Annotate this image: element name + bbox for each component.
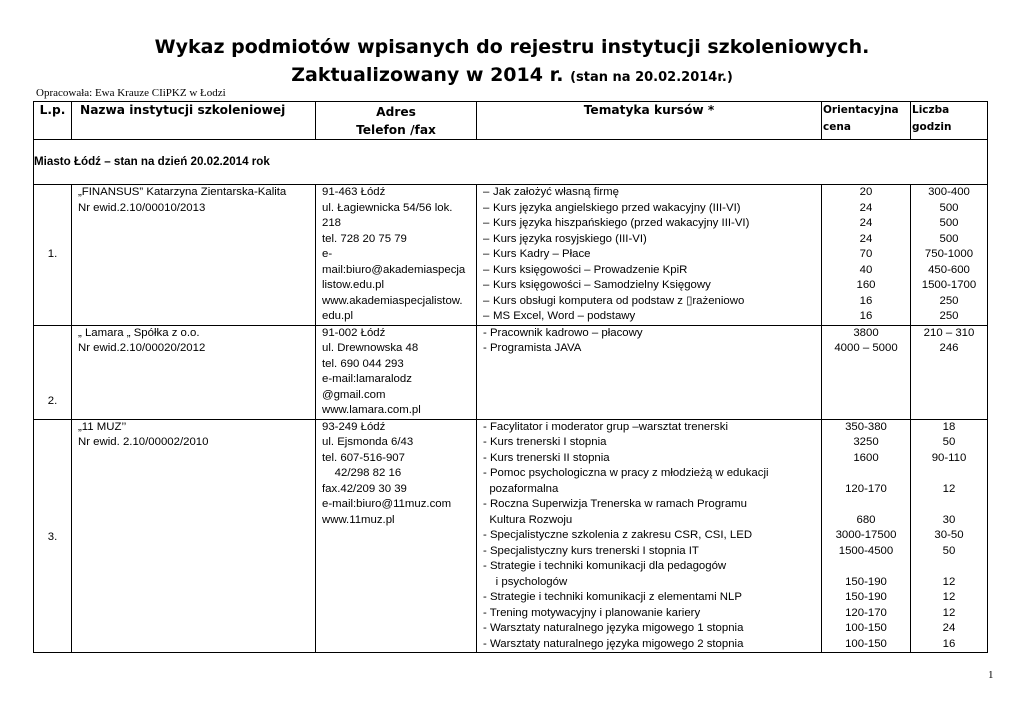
institution-name-line: „FINANSUS” Katarzyna Zientarska-Kalita xyxy=(78,186,287,198)
address-line: e- xyxy=(322,248,333,260)
price-value: 3250 xyxy=(853,436,879,448)
table-header-row xyxy=(34,102,988,140)
price-value xyxy=(822,466,910,482)
address-line: 93-249 Łódź xyxy=(322,420,386,433)
city-row xyxy=(34,140,988,185)
header-topics: Tematyka kursów * xyxy=(477,102,822,140)
header-price xyxy=(822,102,911,140)
address-line: 42/298 82 16 xyxy=(322,467,402,479)
institution-name-line: Nr ewid. 2.10/00002/2010 xyxy=(78,436,209,448)
dash-bullet: – xyxy=(483,294,490,307)
hours-value: 30 xyxy=(942,513,956,526)
lp-cell xyxy=(34,185,72,326)
topic-line: pozaformalna xyxy=(483,482,559,495)
price-cell xyxy=(822,185,911,326)
hours-value: 450-600 xyxy=(928,263,970,276)
address-line: @gmail.com xyxy=(322,388,386,401)
hours-value: 90-110 xyxy=(931,451,967,464)
price-value: 150-190 xyxy=(845,575,887,588)
hours-value: 300-400 xyxy=(928,186,970,198)
topic-line: - Specjalistyczny kurs trenerski I stopnia IT xyxy=(483,544,699,557)
topic-line: - Pracownik kadrowo – płacowy xyxy=(483,326,643,339)
price-value: 120-170 xyxy=(845,482,887,495)
price-value xyxy=(822,559,910,575)
institution-name-line: „ Lamara „ Spółka z o.o. xyxy=(78,326,200,339)
institution-name-cell xyxy=(72,185,316,326)
topics-cell xyxy=(477,325,822,419)
hours-value: 24 xyxy=(942,622,956,634)
topic-line: - Warsztaty naturalnego języka migowego 1 stopnia xyxy=(483,622,744,634)
document-subtitle xyxy=(0,64,1024,86)
document-title: Wykaz podmiotów wpisanych do rejestru instytucji szkoleniowych. xyxy=(154,36,870,58)
dash-bullet: – xyxy=(483,263,490,276)
topic-line: - Pomoc psychologiczna w pracy z młodzieżą w edukacji xyxy=(483,467,769,479)
address-line: tel. 690 044 293 xyxy=(322,357,404,370)
hours-value: 750-1000 xyxy=(924,248,974,260)
price-value: 4000 – 5000 xyxy=(834,342,898,354)
price-value: 24 xyxy=(859,232,873,245)
price-value: 40 xyxy=(859,263,873,276)
topic-line: – Kurs języka hiszpańskiego (przed wakacyjny III-VI) xyxy=(483,216,821,232)
lp-number: 3. xyxy=(47,530,58,543)
topic-line: - Specjalistyczne szkolenia z zakresu CSR, CSI, LED xyxy=(483,529,753,541)
price-value: 20 xyxy=(859,186,873,198)
header-price-line1: Orientacyjna xyxy=(823,104,899,116)
hours-value: 12 xyxy=(942,482,956,495)
topic-line: - Warsztaty naturalnego języka migowego 2 stopnia xyxy=(483,637,744,650)
institution-name-line: Nr ewid.2.10/00020/2012 xyxy=(78,342,206,354)
address-line: ul. Łagiewnicka 54/56 lok. xyxy=(322,201,453,214)
city-label: Miasto Łódź – stan na dzień 20.02.2014 rok xyxy=(34,140,988,185)
address-line: ul. Drewnowska 48 xyxy=(322,342,419,354)
price-value: 160 xyxy=(856,279,876,291)
institution-name-line: „11 MUZ’’ xyxy=(78,420,127,433)
address-line: 91-002 Łódź xyxy=(322,326,386,339)
institution-name-cell xyxy=(72,325,316,419)
hours-value: 500 xyxy=(939,201,959,214)
hours-value: 12 xyxy=(942,606,956,619)
header-address xyxy=(316,102,477,140)
price-value: 1600 xyxy=(853,451,879,464)
header-hours-line1: Liczba xyxy=(912,104,950,116)
topic-line: Kultura Rozwoju xyxy=(483,513,573,526)
header-address-line1: Adres xyxy=(376,105,416,119)
address-line: ul. Ejsmonda 6/43 xyxy=(322,436,414,448)
price-value: 3000-17500 xyxy=(835,529,897,541)
price-value: 680 xyxy=(856,513,876,526)
institution-name-cell xyxy=(72,419,316,653)
hours-cell xyxy=(911,325,988,419)
address-line: e-mail:biuro@11muz.com xyxy=(322,498,452,510)
price-value: 100-150 xyxy=(845,622,887,634)
topic-line: - Kurs trenerski I stopnia xyxy=(483,436,607,448)
prepared-by: Opracowała: Ewa Krauze CIiPKZ w Łodzi xyxy=(36,87,226,99)
table-row xyxy=(34,325,988,419)
topic-line: i psychologów xyxy=(483,575,568,588)
hours-value: 500 xyxy=(939,232,959,245)
address-line: tel. 607-516-907 xyxy=(322,451,405,464)
price-cell xyxy=(822,419,911,653)
hours-value xyxy=(911,466,987,482)
dash-bullet: – xyxy=(483,186,490,198)
subtitle-main: Zaktualizowany w 2014 r. xyxy=(291,64,564,86)
price-cell xyxy=(822,325,911,419)
lp-number: 2. xyxy=(47,395,58,407)
topic-line: – MS Excel, Word – podstawy xyxy=(483,309,821,325)
topic-line: – Kurs księgowości – Prowadzenie KpiR xyxy=(483,263,821,279)
price-value: 3800 xyxy=(853,326,879,339)
address-line: tel. 728 20 75 79 xyxy=(322,232,407,245)
address-cell xyxy=(316,419,477,653)
hours-value xyxy=(911,559,987,575)
hours-value: 12 xyxy=(942,591,956,603)
price-value: 100-150 xyxy=(845,637,887,650)
hours-value: 246 xyxy=(939,342,959,354)
hours-cell xyxy=(911,185,988,326)
price-value: 1500-4500 xyxy=(838,544,894,557)
institution-name-line: Nr ewid.2.10/00010/2013 xyxy=(78,201,206,214)
topic-line: - Strategie i techniki komunikacji dla pedagogów xyxy=(483,560,727,572)
dash-bullet: – xyxy=(483,310,490,322)
address-line: www.akademiaspecjalistow. xyxy=(322,294,463,307)
hours-value: 18 xyxy=(942,420,956,433)
topic-line: - Kurs trenerski II stopnia xyxy=(483,451,610,464)
hours-value: 12 xyxy=(942,575,956,588)
topics-cell xyxy=(477,185,822,326)
price-value: 16 xyxy=(859,294,873,307)
address-line: www.lamara.com.pl xyxy=(322,404,421,416)
topic-line: – Kurs języka rosyjskiego (III-VI) xyxy=(483,232,821,248)
address-cell xyxy=(316,325,477,419)
institution-rows xyxy=(34,185,988,653)
topic-line: – Kurs Kadry – Płace xyxy=(483,247,821,263)
header-lp: L.p. xyxy=(34,102,72,140)
price-value: 350-380 xyxy=(845,420,887,433)
hours-value: 250 xyxy=(939,310,959,322)
hours-cell xyxy=(911,419,988,653)
institutions-table xyxy=(33,101,988,653)
dash-bullet: – xyxy=(483,248,490,260)
lp-cell xyxy=(34,325,72,419)
hours-value: 500 xyxy=(939,217,959,229)
price-value: 24 xyxy=(859,201,873,214)
topic-line: - Trening motywacyjny i planowanie kariery xyxy=(483,606,701,619)
topic-line: - Strategie i techniki komunikacji z elementami NLP xyxy=(483,591,742,603)
table-row xyxy=(34,419,988,653)
header-hours-line2: godzin xyxy=(912,121,952,133)
address-line: 218 xyxy=(322,217,342,229)
hours-value: 1500-1700 xyxy=(921,279,977,291)
price-value: 150-190 xyxy=(845,591,887,603)
price-value: 16 xyxy=(859,310,873,322)
topic-line: – Jak założyć własną firmę xyxy=(483,185,821,201)
subtitle-date: (stan na 20.02.2014r.) xyxy=(570,70,733,85)
dash-bullet: – xyxy=(483,279,490,291)
address-line: fax.42/209 30 39 xyxy=(322,482,407,495)
address-line: www.11muz.pl xyxy=(322,513,395,526)
header-price-line2: cena xyxy=(823,121,851,133)
lp-number: 1. xyxy=(47,248,58,260)
page-number: 1 xyxy=(988,669,994,681)
lp-cell xyxy=(34,419,72,653)
hours-value: 16 xyxy=(942,637,956,650)
dash-bullet: – xyxy=(483,201,490,214)
topic-line: - Roczna Superwizja Trenerska w ramach Programu xyxy=(483,498,747,510)
header-name: Nazwa instytucji szkoleniowej xyxy=(72,102,316,140)
hours-value: 30-50 xyxy=(934,529,964,541)
hours-value: 50 xyxy=(942,436,956,448)
topic-line: - Facylitator i moderator grup –warsztat trenerski xyxy=(483,420,728,433)
topics-cell xyxy=(477,419,822,653)
price-value: 70 xyxy=(859,248,873,260)
address-line: edu.pl xyxy=(322,310,354,322)
hours-value: 50 xyxy=(942,544,956,557)
address-cell xyxy=(316,185,477,326)
address-line: e-mail:lamaralodz xyxy=(322,373,412,385)
hours-value: 250 xyxy=(939,294,959,307)
hours-value xyxy=(911,497,987,513)
header-hours xyxy=(911,102,988,140)
address-line: listow.edu.pl xyxy=(322,279,385,291)
price-value: 24 xyxy=(859,217,873,229)
dash-bullet: – xyxy=(483,232,490,245)
topic-line: - Programista JAVA xyxy=(483,342,582,354)
dash-bullet: – xyxy=(483,217,490,229)
address-line: mail:biuro@akademiaspecja xyxy=(322,263,466,276)
topic-line: – Kurs obsługi komputera od podstaw z ▯rażeniowo xyxy=(483,294,821,310)
price-value: 120-170 xyxy=(845,606,887,619)
header-address-line2: Telefon /fax xyxy=(356,123,436,137)
address-line: 91-463 Łódź xyxy=(322,186,386,198)
price-value xyxy=(822,497,910,513)
table-row xyxy=(34,185,988,326)
hours-value: 210 – 310 xyxy=(923,326,975,339)
topic-line: – Kurs księgowości – Samodzielny Księgowy xyxy=(483,278,821,294)
topic-line: – Kurs języka angielskiego przed wakacyjny (III-VI) xyxy=(483,201,821,217)
